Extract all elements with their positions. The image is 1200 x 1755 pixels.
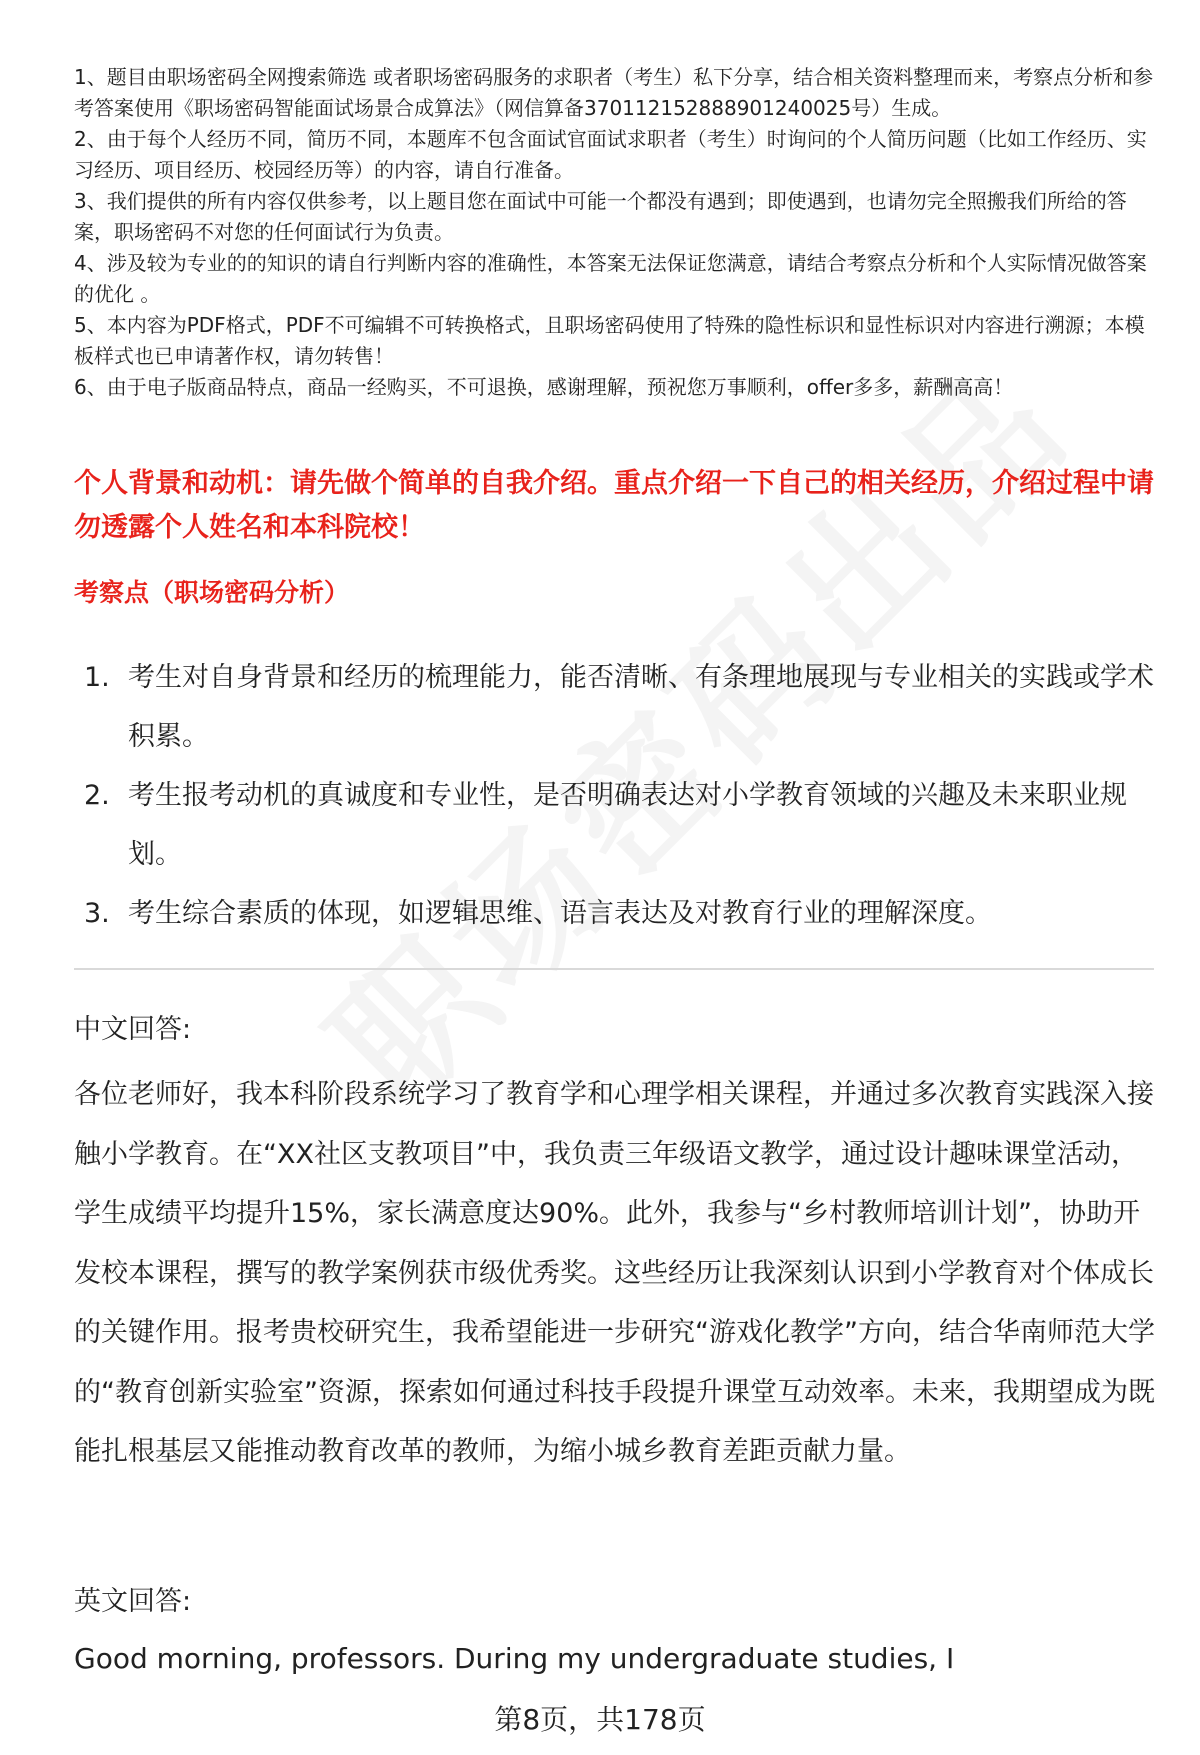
- analysis-heading: 考察点（职场密码分析）: [74, 578, 350, 607]
- disclaimer-item: 4、涉及较为专业的的知识的请自行判断内容的准确性，本答案无法保证您满意，请结合考察点分析和个人实际情况做答案的优化 。: [74, 251, 1147, 306]
- answer-en-text: Good morning, professors. During my undergraduate studies, I: [74, 1642, 955, 1675]
- page-footer: 第8页，共178页: [494, 1703, 706, 1736]
- list-item-number: 1.: [84, 662, 110, 693]
- list-item-text: 考生报考动机的真诚度和专业性，是否明确表达对小学教育领域的兴趣及未来职业规划。: [128, 780, 1127, 870]
- disclaimer-item: 2、由于每个人经历不同，简历不同，本题库不包含面试官面试求职者（考生）时询问的个人简历问题（比如工作经历、实习经历、项目经历、校园经历等）的内容，请自行准备。: [74, 127, 1147, 182]
- list-item-text: 考生对自身背景和经历的梳理能力，能否清晰、有条理地展现与专业相关的实践或学术积累。: [128, 662, 1154, 752]
- question-title: 个人背景和动机：请先做个简单的自我介绍。重点介绍一下自己的相关经历，介绍过程中请勿透露个人姓名和本科院校！: [74, 468, 1154, 543]
- analysis-points-list: [74, 648, 1154, 943]
- list-item-text: 考生综合素质的体现，如逻辑思维、语言表达及对教育行业的理解深度。: [128, 898, 992, 929]
- section-divider: [74, 968, 1154, 970]
- disclaimer-block: [74, 62, 1154, 403]
- answer-en-label: 英文回答:: [74, 1586, 192, 1617]
- list-item-number: 3.: [84, 898, 110, 929]
- disclaimer-item: 6、由于电子版商品特点，商品一经购买，不可退换，感谢理解，预祝您万事顺利，offer多多，薪酬高高！: [74, 375, 1014, 399]
- list-item: [74, 766, 1154, 884]
- answer-cn-text: 各位老师好，我本科阶段系统学习了教育学和心理学相关课程，并通过多次教育实践深入接触小学教育。在“XX社区支教项目”中，我负责三年级语文教学，通过设计趣味课堂活动，学生成绩平均提升15%，家长满意度达90%。此外，我参与“乡村教师培训计划”，协助开发校本课程，撰写的教学案例获市级优秀奖。这些经历让我深刻认识到小学教育对个体成长的关键作用。报考贵校研究生，我希望能进一步研究“游戏化教学”方向，结合华南师范大学的“教育创新实验室”资源，探索如何通过科技手段提升课堂互动效率。未来，我期望成为既能扎根基层又能推动教育改革的教师，为缩小城乡教育差距贡献力量。: [74, 1079, 1155, 1467]
- answer-cn-label: 中文回答:: [74, 1014, 192, 1045]
- list-item-number: 2.: [84, 780, 110, 811]
- list-item: [74, 648, 1154, 766]
- disclaimer-item: 1、题目由职场密码全网搜索筛选 或者职场密码服务的求职者（考生）私下分享，结合相关资料整理而来，考察点分析和参考答案使用《职场密码智能面试场景合成算法》（网信算备370112152888901240025号）生成。: [74, 65, 1154, 120]
- disclaimer-item: 3、我们提供的所有内容仅供参考，以上题目您在面试中可能一个都没有遇到；即使遇到，也请勿完全照搬我们所给的答案，职场密码不对您的任何面试行为负责。: [74, 189, 1127, 244]
- list-item: [74, 884, 1154, 943]
- disclaimer-item: 5、本内容为PDF格式，PDF不可编辑不可转换格式，且职场密码使用了特殊的隐性标识和显性标识对内容进行溯源；本模板样式也已申请著作权，请勿转售！: [74, 313, 1145, 368]
